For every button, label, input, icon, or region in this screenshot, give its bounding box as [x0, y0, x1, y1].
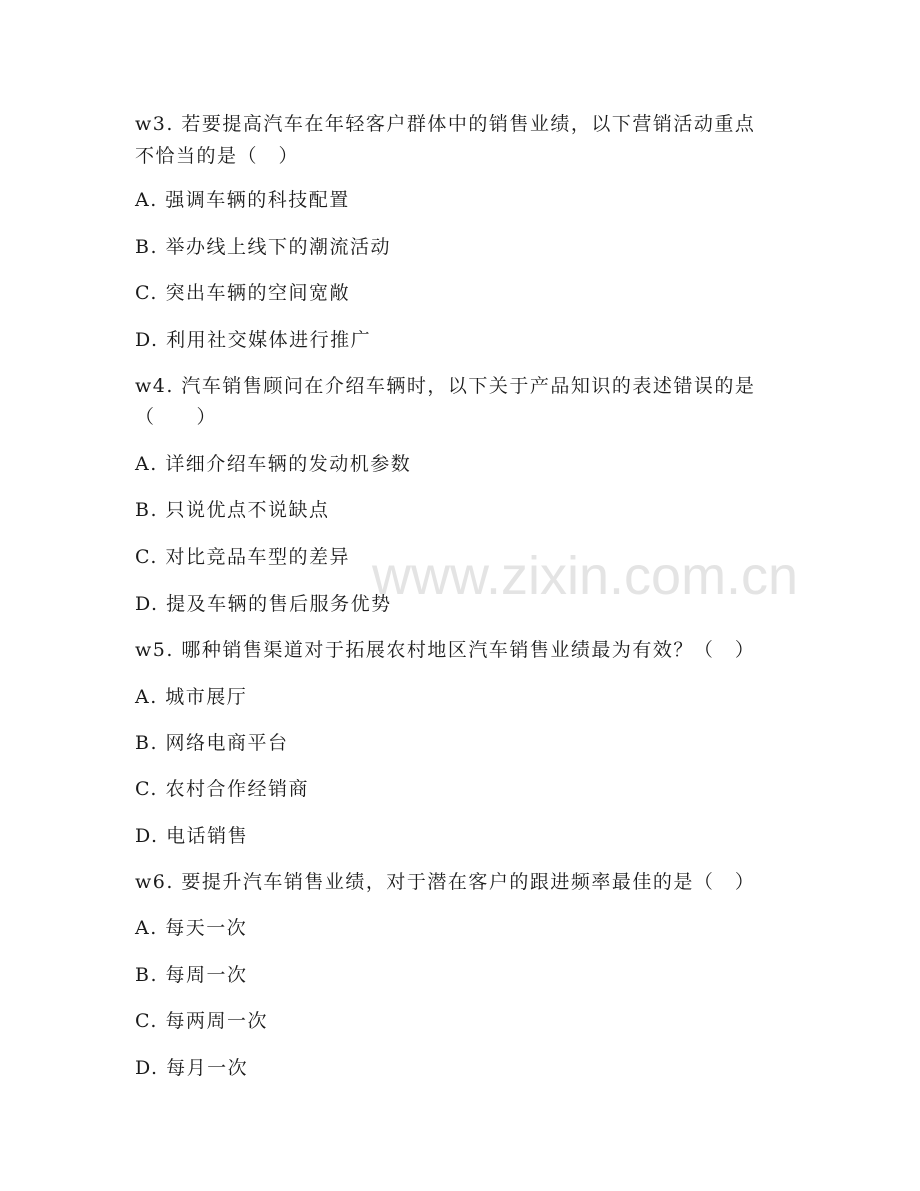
answer-option: D. 每月一次: [135, 1057, 249, 1079]
answer-option: C. 农村合作经销商: [135, 778, 309, 800]
answer-option: A. 每天一次: [135, 917, 248, 939]
question-stem: w6. 要提升汽车销售业绩，对于潜在客户的跟进频率最佳的是（ ）: [135, 871, 756, 893]
question-stem: w5. 哪种销售渠道对于拓展农村地区汽车销售业绩最为有效？（ ）: [135, 639, 756, 661]
answer-option: B. 只说优点不说缺点: [135, 499, 330, 521]
answer-option: D. 利用社交媒体进行推广: [135, 329, 372, 351]
question-stem-continued: （ ）: [135, 406, 218, 428]
answer-option: A. 城市展厅: [135, 686, 248, 708]
answer-option: B. 网络电商平台: [135, 732, 289, 754]
question-stem: w4. 汽车销售顾问在介绍车辆时，以下关于产品知识的表述错误的是: [135, 375, 756, 397]
answer-option: B. 举办线上线下的潮流活动: [135, 236, 392, 258]
answer-option: A. 强调车辆的科技配置: [135, 189, 350, 211]
answer-option: D. 提及车辆的售后服务优势: [135, 593, 392, 615]
answer-option: B. 每周一次: [135, 964, 248, 986]
question-stem-continued: 不恰当的是（ ）: [135, 145, 300, 167]
answer-option: D. 电话销售: [135, 825, 249, 847]
watermark-text: www.zixin.com.cn: [372, 546, 799, 606]
answer-option: C. 突出车辆的空间宽敞: [135, 282, 350, 304]
question-stem: w3. 若要提高汽车在年轻客户群体中的销售业绩，以下营销活动重点: [135, 113, 756, 135]
answer-option: C. 对比竞品车型的差异: [135, 546, 350, 568]
answer-option: A. 详细介绍车辆的发动机参数: [135, 453, 412, 475]
answer-option: C. 每两周一次: [135, 1010, 268, 1032]
